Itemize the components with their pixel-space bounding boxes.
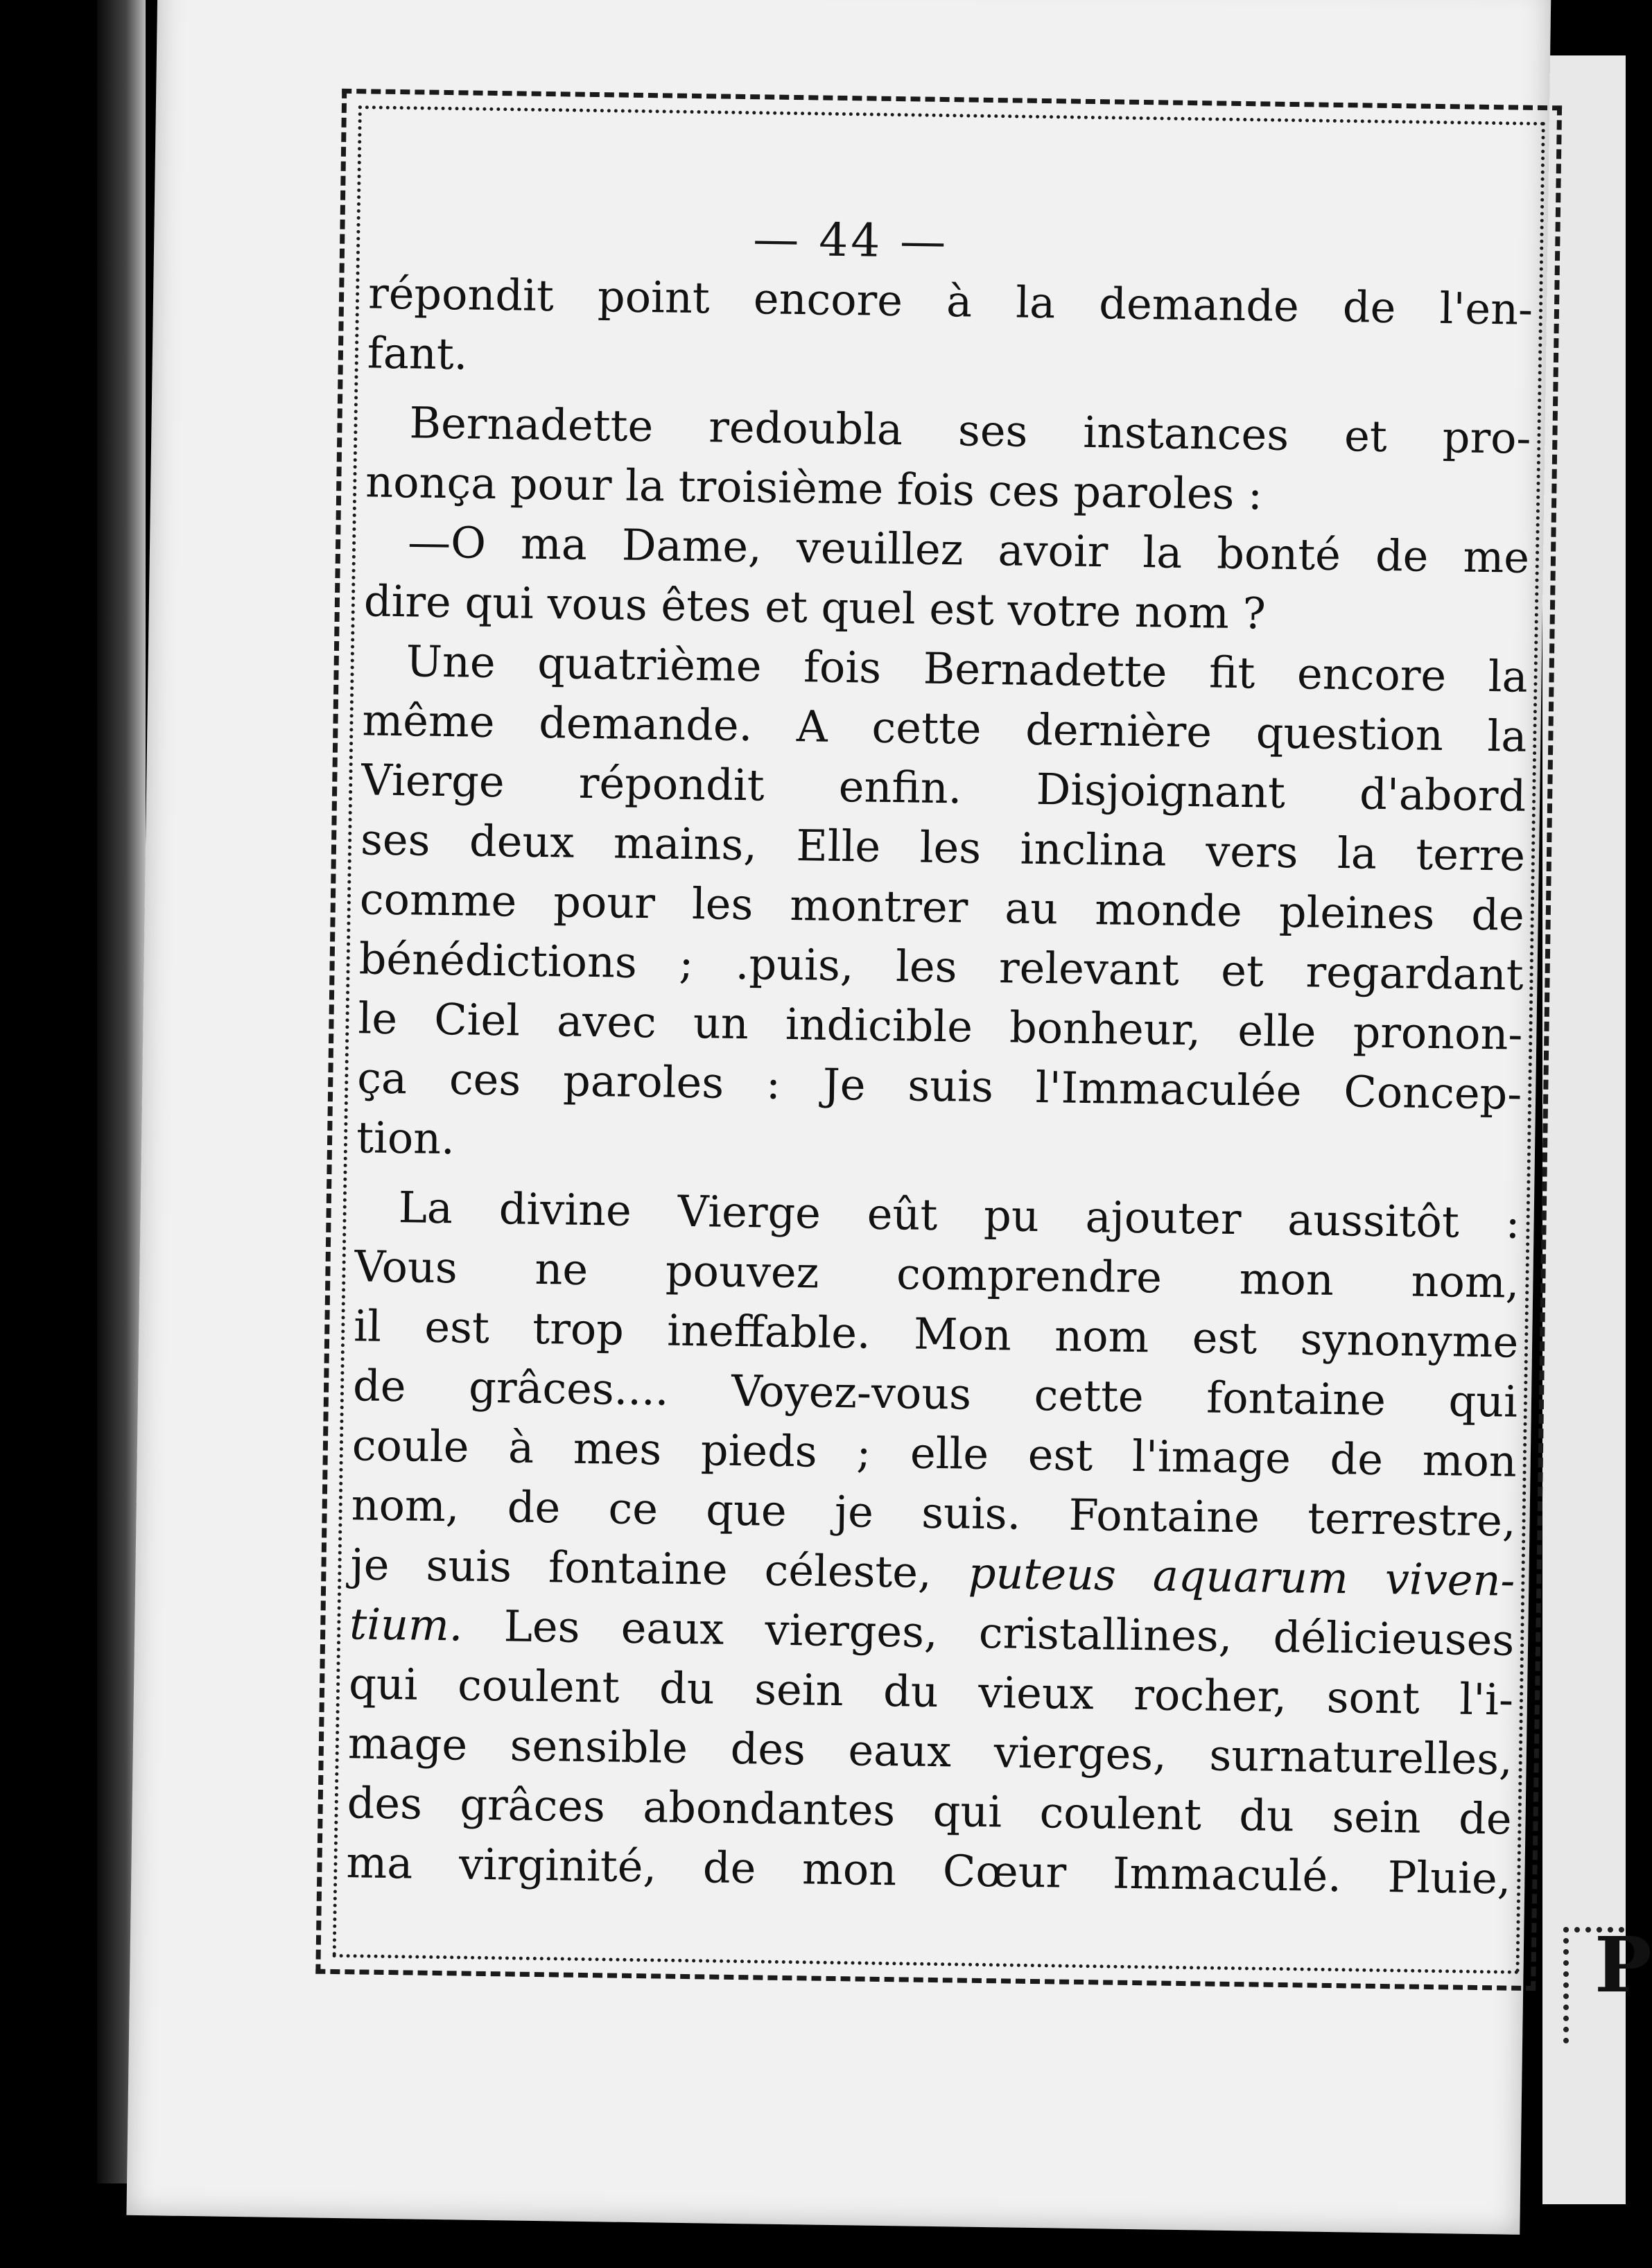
book-page (126, 0, 1551, 2235)
text-line: comme pour les montrer au monde pleines de (359, 873, 1525, 941)
text-line: tion. (356, 1112, 455, 1164)
text-line: ma virginité, de mon Cœur Immaculé. Pluie, (346, 1837, 1511, 1904)
text-line: —O ma Dame, veuillez avoir la bonté de me (407, 516, 1530, 583)
text-line: même demande. A cette dernière question la (362, 695, 1527, 762)
text-line: Vous ne pouvez comprendre mon nom, (354, 1241, 1520, 1308)
text-line: qui coulent du sein du vieux rocher, sont l'i- (348, 1658, 1514, 1725)
text-segment: Les eaux vierges, cristallines, délicieuses (503, 1600, 1515, 1666)
text-line: dire qui vous êtes et quel est votre nom ? (363, 575, 1267, 639)
text-line: il est trop ineffable. Mon nom est synonyme (353, 1300, 1519, 1368)
text-line: bénédictions ; .puis, les relevant et regardant (358, 933, 1524, 1000)
text-line: Une quatrième fois Bernadette fit encore la (406, 636, 1529, 702)
text-line: mage sensible des eaux vierges, surnaturelles, (347, 1718, 1513, 1785)
text-line: ça ces paroles : Je suis l'Immaculée Concep- (356, 1052, 1522, 1119)
text-line: La divine Vierge eût pu ajouter aussitôt : (398, 1182, 1521, 1248)
text-segment: je suis fontaine céleste, (350, 1539, 932, 1598)
text-line: Bernadette redoubla ses instances et pro- (409, 397, 1531, 464)
text-line: des grâces abondantes qui coulent du sein de (347, 1777, 1513, 1844)
text-line: Vierge répondit enfin. Disjoignant d'abord (360, 754, 1527, 821)
text-line: le Ciel avec un indicible bonheur, elle pronon- (358, 993, 1523, 1060)
latin-quotation: puteus aquarum viven- (968, 1547, 1515, 1606)
body-text (346, 263, 1533, 1908)
text-line: ses deux mains, Elle les inclina vers la terre (360, 814, 1526, 881)
page-number: — 44 — (752, 212, 949, 269)
text-line: nom, de ce que je suis. Fontaine terrestre, (351, 1479, 1517, 1546)
text-line: répondit point encore à la demande de l'en- (367, 268, 1533, 335)
text-line: de grâces.... Voyez-vous cette fontaine qui (352, 1360, 1518, 1427)
text-line: nonça pour la troisième fois ces paroles : (365, 456, 1263, 520)
text-line: coule à mes pieds ; elle est l'image de mon (351, 1420, 1518, 1487)
latin-quotation: tium. (349, 1598, 464, 1651)
next-page-letter: P (1594, 1920, 1652, 2009)
text-line: fant. (367, 327, 468, 380)
